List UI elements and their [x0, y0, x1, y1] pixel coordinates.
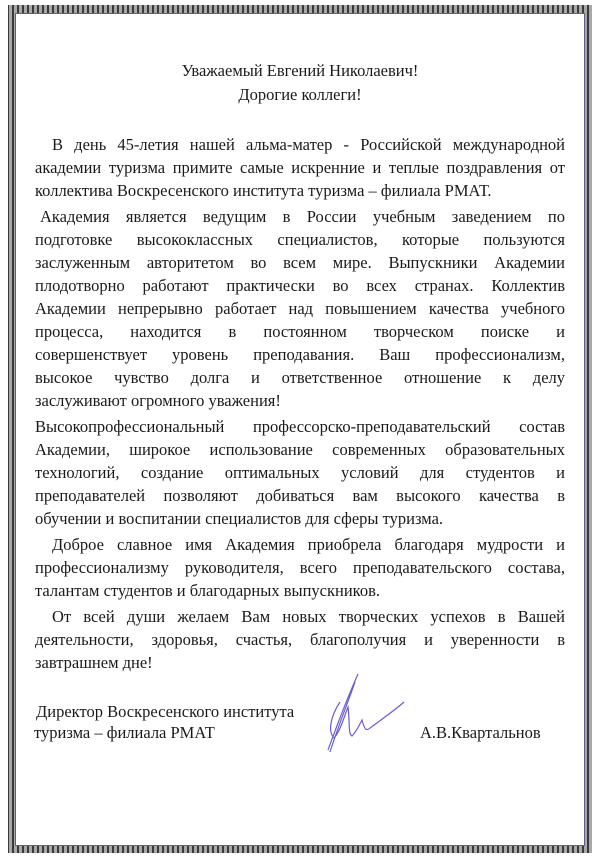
greeting-line-1: Уважаемый Евгений Николаевич! [181, 61, 419, 80]
text-line: технологий, создание оптимальных условий для студентов и [35, 463, 565, 482]
text-line: деятельности, здоровья, счастья, благополучия и уверенности в [35, 630, 565, 649]
text-line: высокое чувство долга и ответственное отношение к делу [35, 368, 565, 387]
text-line: Доброе славное имя Академия приобрела благодаря мудрости и [52, 535, 565, 554]
text-line: подготовке высококлассных специалистов, которые пользуются [35, 230, 565, 249]
text-line: В день 45-летия нашей альма-матер - Российской международной [52, 135, 565, 154]
text-line: Академии, широкое использование современных образовательных [35, 440, 565, 459]
signatory-name: А.В.Квартальнов [420, 723, 541, 742]
text-line: преподавателей позволяют добиваться вам высокого качества в [35, 486, 565, 505]
paragraph [35, 415, 565, 530]
text-line: обучении и воспитании специалистов для сферы туризма. [35, 509, 444, 528]
paragraph [35, 133, 565, 202]
text-line: Академия является ведущим в России учебным заведением по [40, 207, 565, 226]
text-line: академии туризма примите самые искренние и теплые поздравления от [35, 158, 565, 177]
text-line: плодотворно работают практически во всех странах. Коллектив [35, 276, 565, 295]
text-line: Высокопрофессиональный профессорско-преподавательский состав [35, 417, 565, 436]
greeting-line-2: Дорогие коллеги! [238, 85, 362, 104]
text-line: завтрашнем дне! [35, 653, 153, 672]
paragraph [35, 605, 565, 674]
text-line: процесса, находится в постоянном творческом поиске и [35, 322, 565, 341]
paragraph [35, 533, 565, 602]
text-line: совершенствует уровень преподавания. Ваш профессионализм, [35, 345, 565, 364]
paragraph [35, 205, 565, 412]
text-line: От всей души желаем Вам новых творческих успехов в Вашей [52, 607, 565, 626]
text-line: талантам студентов и благодарных выпускников. [35, 581, 380, 600]
text-line: заслуженным авторитетом во всем мире. Выпускники Академии [35, 253, 565, 272]
signatory-title-line-2: туризма – филиала РМАТ [34, 723, 215, 742]
text-line: коллектива Воскресенского института туризма – филиала РМАТ. [35, 181, 492, 200]
signatory-title-line-1: Директор Воскресенского института [36, 702, 295, 721]
text-line: профессионализму руководителя, всего преподавательского состава, [35, 558, 565, 577]
letter-body [35, 130, 565, 674]
handwritten-signature [300, 672, 410, 757]
text-line: заслуживают огромного уважения! [35, 391, 281, 410]
text-line: Академии непрерывно работает над повышением качества учебного [35, 299, 565, 318]
